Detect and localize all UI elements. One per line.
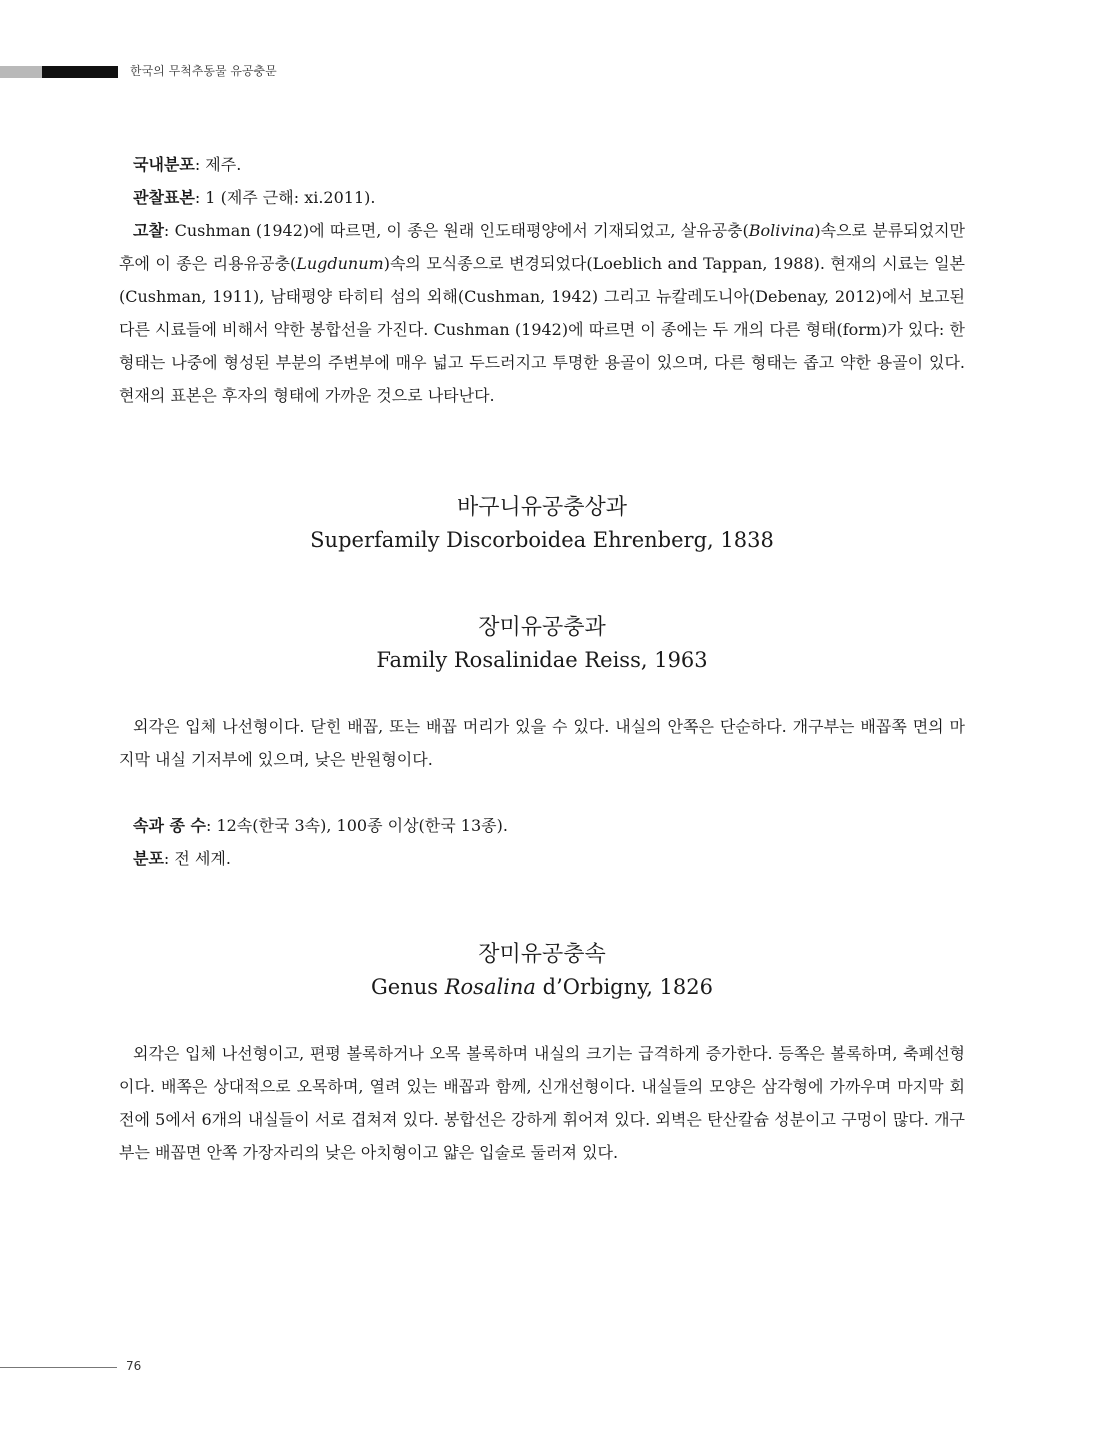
specimen-label: 관찰표본 [133, 188, 195, 207]
page-content [119, 148, 965, 1169]
family-count-label: 속과 종 수 [133, 816, 206, 835]
distribution-line [119, 148, 965, 181]
family-count-line [119, 809, 965, 842]
running-head: 한국의 무척추동물 유공충문 [130, 64, 277, 78]
remarks-italic-1: Bolivina [748, 221, 815, 240]
family-distribution-value: : 전 세계. [163, 849, 231, 868]
remarks-paragraph [119, 214, 965, 412]
specimen-line [119, 181, 965, 214]
genus-title-italic: Rosalina [444, 975, 536, 999]
family-title-kr: 장미유공충과 [478, 615, 606, 640]
family-distribution-label: 분포 [133, 849, 164, 868]
distribution-value: : 제주. [194, 155, 242, 174]
superfamily-title-en: Superfamily Discorboidea Ehrenberg, 1838 [310, 528, 774, 552]
remarks-italic-2: Lugdunum [296, 254, 384, 273]
footer-rule [0, 1367, 117, 1368]
remarks-text-3: )속의 모식종으로 변경되었다(Loeblich and Tappan, 1988). 현재의 시료는 일본(Cushman, 1911), 남태평양 타히티 섬의 외해(Cushman, 1942) 그리고 뉴칼레도니아(Debenay, 2012)에서 보고된 다른 시료들에 비해서 약한 봉합선을 가진다. Cushman (1942)에 따르면 이 종에는 두 개의 다른 형태(form)가 있다: 한 형태는 나중에 형성된 부분의 주변부에 매우 넓고 두드러지고 투명한 용골이 있으며, 다른 형태는 좁고 약한 용골이 있다. 현재의 표본은 후자의 형태에 가까운 것으로 나타난다. [119, 254, 966, 405]
family-count-value: : 12속(한국 3속), 100종 이상(한국 13종). [205, 816, 508, 835]
genus-title-prefix: Genus [371, 975, 445, 999]
genus-title-en [119, 971, 965, 1003]
family-title-en: Family Rosalinidae Reiss, 1963 [376, 648, 708, 672]
family-description: 외각은 입체 나선형이다. 닫힌 배꼽, 또는 배꼽 머리가 있을 수 있다. 내실의 안쪽은 단순하다. 개구부는 배꼽쪽 면의 마지막 내실 기저부에 있으며, 낮은 반원형이다. [119, 717, 965, 769]
family-distribution-line [119, 842, 965, 875]
genus-description: 외각은 입체 나선형이고, 편평 볼록하거나 오목 볼록하며 내실의 크기는 급격하게 증가한다. 등쪽은 볼록하며, 축폐선형이다. 배쪽은 상대적으로 오목하며, 열려 있는 배꼽과 함께, 신개선형이다. 내실들의 모양은 삼각형에 가까우며 마지막 회전에 5에서 6개의 내실들이 서로 겹쳐져 있다. 봉합선은 강하게 휘어져 있다. 외벽은 탄산칼슘 성분이고 구멍이 많다. 개구부는 배꼽면 안쪽 가장자리의 낮은 아치형이고 얇은 입술로 둘러져 있다. [119, 1044, 965, 1162]
header-bar-light [0, 66, 42, 78]
specimen-value: : 1 (제주 근해: xi.2011). [194, 188, 376, 207]
superfamily-title-kr: 바구니유공충상과 [456, 495, 628, 520]
page-header [0, 64, 400, 78]
remarks-label: 고찰 [133, 221, 164, 240]
genus-title-suffix: d’Orbigny, 1826 [535, 975, 713, 999]
page-number: 76 [126, 1359, 142, 1373]
genus-title-kr: 장미유공충속 [478, 942, 606, 967]
remarks-text-2: )속으로 분류되었지만 후에 이 종은 리용유공충( [119, 221, 965, 273]
distribution-label: 국내분포 [133, 155, 195, 174]
remarks-text-1: : Cushman (1942)에 따르면, 이 종은 원래 인도태평양에서 기재되었고, 살유공충( [163, 221, 749, 240]
header-bar-dark [42, 66, 118, 78]
